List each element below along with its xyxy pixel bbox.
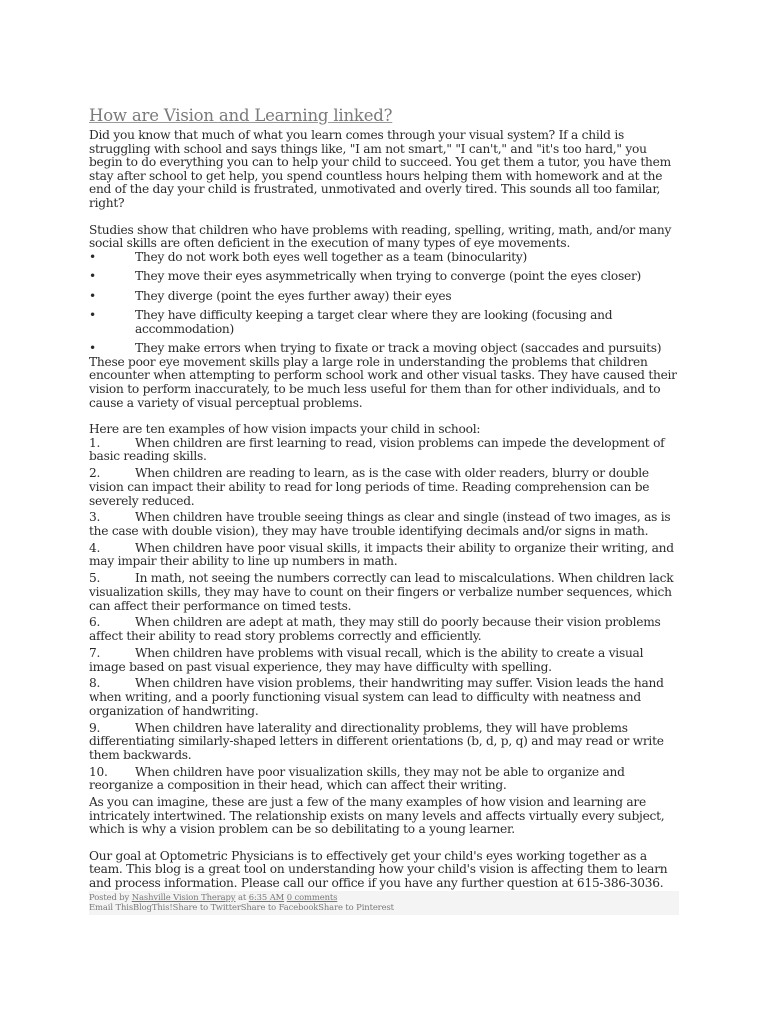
post-footer <box>89 891 679 915</box>
list-item: 2. When children are reading to learn, as is the case with older readers, blurry or double vision can impact their ability to read for long periods of time. Reading comprehension can be severely reduced. <box>89 466 650 508</box>
intro-paragraph: Did you know that much of what you learn comes through your visual system? If a child is struggling with school and says things like, "I am not smart," "I can't," and "it's too hard," you begin to do everything you can to help your child to succeed. You get them a tutor, you have them stay after school to get help, you spend countless hours helping them with homework and at the end of the day your child is frustrated, unmotivated and overly tired. This sounds all too familar, right? <box>89 128 671 210</box>
list-item: 10. When children have poor visualization skills, they may not be able to organize and reorganize a composition in their head, which can affect their writing. <box>89 764 625 793</box>
blog-post <box>89 106 679 915</box>
list-item: 6. When children are adept at math, they may still do poorly because their vision problems affect their ability to read story problems correctly and efficiently. <box>89 615 661 644</box>
list-item: • They do not work both eyes well together as a team (binocularity) <box>89 249 528 264</box>
post-title[interactable]: How are Vision and Learning linked? <box>89 106 393 125</box>
bullet-icon: • <box>89 249 96 264</box>
share-links[interactable]: Email ThisBlogThis!Share to TwitterShare to FacebookShare to Pinterest <box>89 902 394 913</box>
list-item: 4. When children have poor visual skills, it impacts their ability to organize their writing, and may impair their ability to line up numbers in math. <box>89 540 674 569</box>
bullet-icon: • <box>89 308 96 323</box>
list-item: • They make errors when trying to fixate or track a moving object (saccades and pursuits) <box>89 341 662 356</box>
spacer <box>89 211 679 224</box>
list-item: 7. When children have problems with visual recall, which is the ability to create a visual image based on past visual experience, they may have difficulty with spelling. <box>89 645 644 674</box>
examples-list <box>89 437 679 793</box>
list-item: • They diverge (point the eyes further away) their eyes <box>89 288 452 303</box>
list-item: 5. In math, not seeing the numbers correctly can lead to miscalculations. When children lack visualization skills, they may have to count on their fingers or verbalize number sequences, which can affect their performance on timed tests. <box>89 571 674 613</box>
studies-paragraph: Studies show that children who have problems with reading, spelling, writing, math, and/or many social skills are often deficient in the execution of many types of eye movements. <box>89 222 672 251</box>
spacer <box>89 837 679 850</box>
at-label: at <box>238 891 247 902</box>
posted-by-label: Posted by <box>89 891 130 902</box>
author-link[interactable]: Nashville Vision Therapy <box>131 891 236 902</box>
comments-link[interactable]: 0 comments <box>286 891 338 902</box>
timestamp-link[interactable]: 6:35 AM <box>248 891 285 902</box>
list-item: 1. When children are first learning to read, vision problems can impede the development of basic reading skills. <box>89 435 665 464</box>
list-item: • They move their eyes asymmetrically when trying to converge (point the eyes closer) <box>89 269 642 284</box>
list-item: 9. When children have laterality and directionality problems, they will have problems differentiating similarly-shaped letters in different orientations (b, d, p, q) and may read or write them backwards. <box>89 720 664 762</box>
ten-examples-intro: Here are ten examples of how vision impacts your child in school: <box>89 422 481 437</box>
bullet-icon: • <box>89 288 96 303</box>
list-item: 8. When children have vision problems, their handwriting may suffer. Vision leads the hand when writing, and a poorly functioning visual system can lead to difficulty with neatness and organization of handwriting. <box>89 676 664 718</box>
eye-movement-list <box>89 251 679 356</box>
bullet-icon: • <box>89 341 96 356</box>
list-item: • They have difficulty keeping a target clear where they are looking (focusing and accommodation) <box>89 308 613 336</box>
imagine-paragraph: As you can imagine, these are just a few of the many examples of how vision and learning are intricately intertwined. The relationship exists on many levels and affects virtually every subject, which is why a vision problem can be so debilitating to a young learner. <box>89 795 665 837</box>
goal-paragraph: Our goal at Optometric Physicians is to effectively get your child's eyes working together as a team. This blog is a great tool on understanding how your child's vision is affecting them to learn and process information. Please call our office if you have any further question at 615-386-3036. <box>89 848 668 891</box>
list-item: 3. When children have trouble seeing things as clear and single (instead of two images, as is the case with double vision), they may have trouble identifying decimals and/or signs in math. <box>89 510 671 538</box>
poor-skills-paragraph: These poor eye movement skills play a large role in understanding the problems that children encounter when attempting to perform school work and other visual tasks. They have caused their vision to perform inaccurately, to be much less useful for them than for other individuals, and to cause a variety of visual perceptual problems. <box>89 354 677 410</box>
post-meta <box>89 892 679 903</box>
bullet-icon: • <box>89 269 96 284</box>
